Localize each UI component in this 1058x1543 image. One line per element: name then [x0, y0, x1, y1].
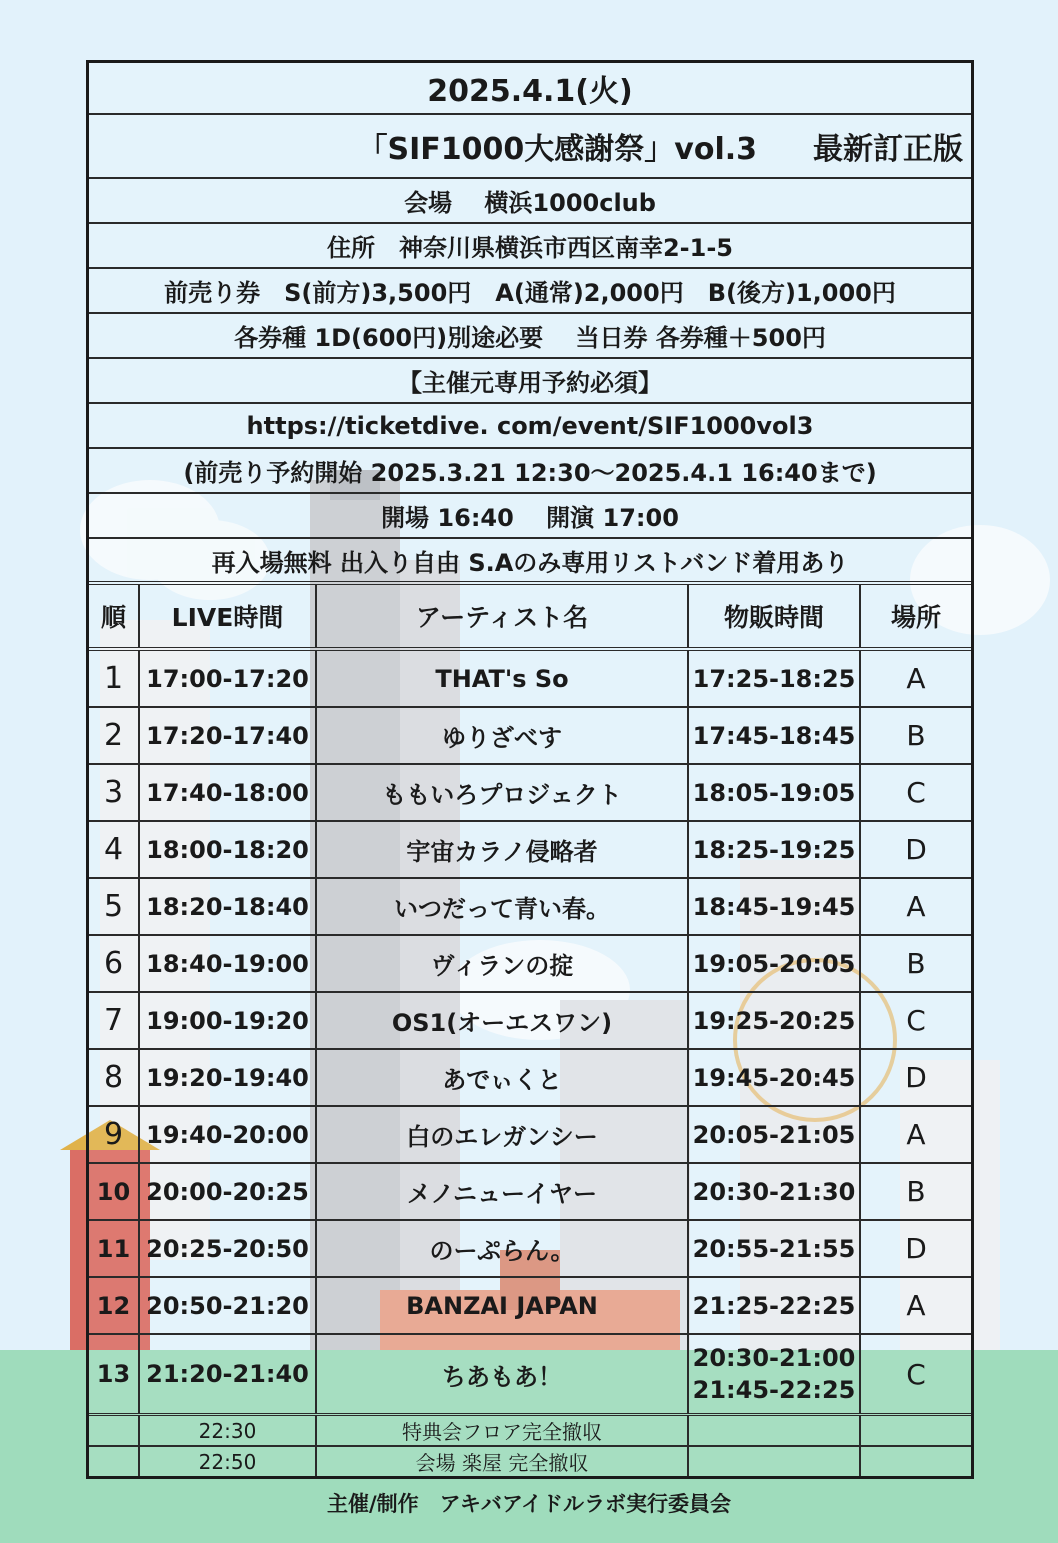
place: D	[860, 1220, 971, 1277]
place: C	[860, 992, 971, 1049]
artist-name: ちあもあ！	[316, 1334, 688, 1415]
goods-time: 20:05-21:05	[688, 1106, 860, 1163]
schedule-table	[89, 585, 971, 1476]
event-title: 「SIF1000大感謝祭」vol.3	[357, 132, 757, 167]
goods-time: 20:30-21:30	[688, 1163, 860, 1220]
place: D	[860, 821, 971, 878]
order-number: 2	[89, 707, 139, 764]
ticket-url: https://ticketdive. com/event/SIF1000vol3	[89, 404, 971, 449]
table-row	[89, 707, 971, 764]
order-number: 1	[89, 649, 139, 707]
presale-period: (前売り予約開始 2025.3.21 12:30〜2025.4.1 16:40まで)	[89, 449, 971, 494]
live-time: 21:20-21:40	[139, 1334, 316, 1415]
place: A	[860, 649, 971, 707]
live-time: 20:50-21:20	[139, 1277, 316, 1334]
artist-name: OS1(オーエスワン)	[316, 992, 688, 1049]
closing-text: 会場 楽屋 完全撤収	[316, 1446, 688, 1476]
place: A	[860, 1106, 971, 1163]
closing-row	[89, 1415, 971, 1447]
order-number: 4	[89, 821, 139, 878]
live-time: 17:00-17:20	[139, 649, 316, 707]
order-number: 11	[89, 1220, 139, 1277]
artist-name: いつだって青い春。	[316, 878, 688, 935]
column-header-artist: アーティスト名	[316, 585, 688, 649]
goods-time: 19:25-20:25	[688, 992, 860, 1049]
table-row	[89, 935, 971, 992]
table-header-row	[89, 585, 971, 649]
table-row	[89, 649, 971, 707]
artist-name: ゆりざべす	[316, 707, 688, 764]
artist-name: あでぃくと	[316, 1049, 688, 1106]
table-row	[89, 1277, 971, 1334]
live-time: 17:20-17:40	[139, 707, 316, 764]
place: C	[860, 1334, 971, 1415]
order-number: 6	[89, 935, 139, 992]
event-date: 2025.4.1(火)	[89, 63, 971, 115]
goods-time: 21:25-22:25	[688, 1277, 860, 1334]
closing-empty	[89, 1415, 139, 1447]
order-number: 9	[89, 1106, 139, 1163]
closing-time: 22:30	[139, 1415, 316, 1447]
closing-text: 特典会フロア完全撤収	[316, 1415, 688, 1447]
revision-label: 最新訂正版	[813, 132, 963, 167]
live-time: 19:20-19:40	[139, 1049, 316, 1106]
artist-name: 白のエレガンシー	[316, 1106, 688, 1163]
place: B	[860, 935, 971, 992]
goods-time: 17:25-18:25	[688, 649, 860, 707]
place: D	[860, 1049, 971, 1106]
goods-time: 18:45-19:45	[688, 878, 860, 935]
goods-time: 18:05-19:05	[688, 764, 860, 821]
table-row	[89, 1163, 971, 1220]
goods-time: 20:55-21:55	[688, 1220, 860, 1277]
order-number: 10	[89, 1163, 139, 1220]
order-number: 3	[89, 764, 139, 821]
artist-name: のーぷらん。	[316, 1220, 688, 1277]
order-number: 5	[89, 878, 139, 935]
table-row	[89, 1106, 971, 1163]
venue: 会場 横浜1000club	[89, 179, 971, 224]
table-row	[89, 1334, 971, 1415]
table-row	[89, 992, 971, 1049]
place: B	[860, 1163, 971, 1220]
organizer-credit: 主催/制作 アキバアイドルラボ実行委員会	[327, 1492, 731, 1516]
goods-time-cell	[688, 1334, 860, 1415]
address: 住所 神奈川県横浜市西区南幸2-1-5	[89, 224, 971, 269]
order-number: 8	[89, 1049, 139, 1106]
artist-name: ヴィランの掟	[316, 935, 688, 992]
open-start-times: 開場 16:40 開演 17:00	[89, 494, 971, 539]
closing-empty	[860, 1415, 971, 1447]
goods-time: 17:45-18:45	[688, 707, 860, 764]
advance-ticket-prices: 前売り券 S(前方)3,500円 A(通常)2,000円 B(後方)1,000円	[89, 269, 971, 314]
place: C	[860, 764, 971, 821]
table-row	[89, 764, 971, 821]
column-header-order: 順	[89, 585, 139, 649]
table-row	[89, 1220, 971, 1277]
order-number: 12	[89, 1277, 139, 1334]
order-number: 7	[89, 992, 139, 1049]
goods-time: 19:05-20:05	[688, 935, 860, 992]
goods-time: 20:30-21:00	[692, 1344, 856, 1372]
live-time: 20:25-20:50	[139, 1220, 316, 1277]
closing-empty	[688, 1415, 860, 1447]
artist-name: 宇宙カラノ侵略者	[316, 821, 688, 878]
column-header-place: 場所	[860, 585, 971, 649]
closing-time: 22:50	[139, 1446, 316, 1476]
event-timetable	[86, 60, 974, 1479]
closing-empty	[89, 1446, 139, 1476]
artist-name: ももいろプロジェクト	[316, 764, 688, 821]
ticket-notes: 各券種 1D(600円)別途必要 当日券 各券種＋500円	[89, 314, 971, 359]
live-time: 19:00-19:20	[139, 992, 316, 1049]
artist-name: メノニューイヤー	[316, 1163, 688, 1220]
place: A	[860, 878, 971, 935]
table-row	[89, 1049, 971, 1106]
goods-time-second: 21:45-22:25	[692, 1376, 856, 1404]
column-header-live-time: LIVE時間	[139, 585, 316, 649]
table-row	[89, 878, 971, 935]
artist-name: BANZAI JAPAN	[316, 1277, 688, 1334]
place: A	[860, 1277, 971, 1334]
live-time: 20:00-20:25	[139, 1163, 316, 1220]
live-time: 18:00-18:20	[139, 821, 316, 878]
artist-name: THAT's So	[316, 649, 688, 707]
table-row	[89, 821, 971, 878]
reentry-note: 再入場無料 出入り自由 S.Aのみ専用リストバンド着用あり	[89, 539, 971, 585]
event-title-row	[89, 115, 971, 179]
live-time: 17:40-18:00	[139, 764, 316, 821]
goods-time: 19:45-20:45	[688, 1049, 860, 1106]
order-number: 13	[89, 1334, 139, 1415]
place: B	[860, 707, 971, 764]
live-time: 18:20-18:40	[139, 878, 316, 935]
closing-empty	[688, 1446, 860, 1476]
live-time: 19:40-20:00	[139, 1106, 316, 1163]
goods-time: 18:25-19:25	[688, 821, 860, 878]
closing-empty	[860, 1446, 971, 1476]
column-header-goods-time: 物販時間	[688, 585, 860, 649]
live-time: 18:40-19:00	[139, 935, 316, 992]
closing-row	[89, 1446, 971, 1476]
reservation-required: 【主催元専用予約必須】	[89, 359, 971, 404]
